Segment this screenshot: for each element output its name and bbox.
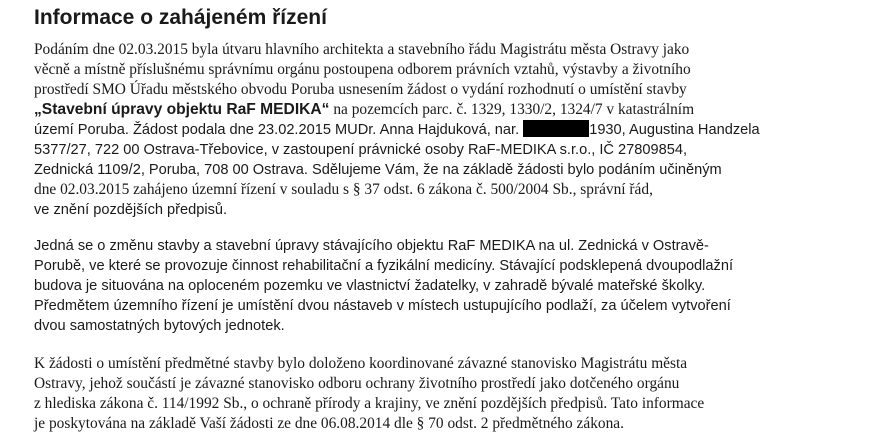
- text-line: věcně a místně příslušnému správnímu orgánu postoupena odborem právních vztahů, výstavby a životního: [34, 61, 691, 78]
- text-line: K žádosti o umístění předmětné stavby bylo doloženo koordinované závazné stanovisko Magistrátu města: [34, 355, 688, 372]
- text-segment: 1930, Augustina Handzela: [589, 122, 760, 138]
- text-line: ve znění pozdějších předpisů.: [34, 202, 228, 218]
- text-line: budova je situována na oploceném pozemku ve vlastnictví žadatelky, v zahradě bývalé mateřské školky.: [34, 278, 706, 294]
- text-line: Porubě, ve které se provozuje činnost rehabilitační a fyzikální medicíny. Stávající podsklepená dvoupodlažní: [34, 258, 734, 274]
- text-line: z hlediska zákona č. 114/1992 Sb., o ochraně přírody a krajiny, ve znění pozdějších předpisů. Tato informace: [34, 395, 705, 412]
- project-name: „Stavební úpravy objektu RaF MEDIKA“: [34, 101, 330, 118]
- text-segment: území Poruba. Žádost podala dne 23.02.2015 MUDr. Anna Hajduková, nar.: [34, 122, 524, 138]
- text-line: dvou samostatných bytových jednotek.: [34, 318, 285, 334]
- text-line: 5377/27, 722 00 Ostrava-Třebovice, v zastoupení právnické osoby RaF-MEDIKA s.r.o., IČ 27809854,: [34, 142, 688, 158]
- text-line: prostředí SMO Úřadu městského obvodu Poruba usnesením žádost o vydání rozhodnutí o umístění stavby: [34, 81, 687, 98]
- text-line: Zednická 1109/2, Poruba, 708 00 Ostrava. Sdělujeme Vám, že na základě žádosti bylo podáním učiněným: [34, 162, 722, 178]
- text-line: dne 02.03.2015 zahájeno územní řízení v souladu s § 37 odst. 6 zákona č. 500/2004 Sb., správní řád,: [34, 181, 653, 198]
- text-segment: na pozemcích parc. č. 1329, 1330/2, 1324/7 v katastrálním: [329, 101, 695, 118]
- text-line: [34, 120, 760, 140]
- text-line: Předmětem územního řízení je umístění dvou nástaveb v místech ustupujícího podlaží, za účelem vytvoření: [34, 298, 731, 314]
- text-line: Jedná se o změnu stavby a stavební úpravy stávajícího objektu RaF MEDIKA na ul. Zednická v Ostravě-: [34, 238, 709, 254]
- text-line: Ostravy, jehož součástí je závazné stanovisko odboru ochrany životního prostředí jako dotčeného orgánu: [34, 375, 680, 392]
- text-line: Podáním dne 02.03.2015 byla útvaru hlavního architekta a stavebního řádu Magistrátu města Ostravy jako: [34, 41, 690, 58]
- redaction-block: [523, 120, 589, 137]
- page-title: Informace o zahájeném řízení: [34, 6, 327, 29]
- text-line: [34, 100, 694, 120]
- text-line: je poskytována na základě Vaší žádosti ze dne 06.08.2014 dle § 70 odst. 2 předmětného zákona.: [34, 415, 624, 432]
